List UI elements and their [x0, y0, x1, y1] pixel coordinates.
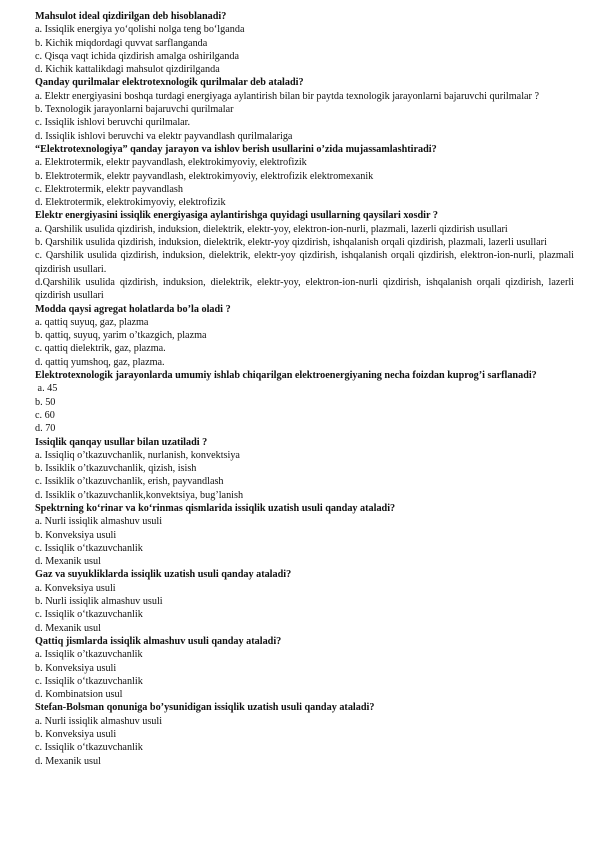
answer-option: a. Qarshilik usulida qizdirish, induksion, dielektrik, elektr-yoy, elektron-ion-nurli, plazmali, lazerli qizdirish usullari — [35, 223, 508, 235]
answer-option: a. Nurli issiqlik almashuv usuli — [35, 516, 163, 528]
answer-option: b. Nurli issiqlik almashuv usuli — [35, 596, 163, 608]
question-title: Modda qaysi agregat holatlarda bo’la oladi ? — [35, 303, 231, 315]
answer-option: a. Elektr energiyasini boshqa turdagi energiyaga aylantirish bilan bir paytda texnologik jarayonlarni bajaruvchi qurilmalar ? — [35, 90, 540, 102]
answer-option: c. Issiqlik o‘tkazuvchanlik — [35, 675, 143, 687]
answer-option: c. Elektrotermik, elektr payvandlash — [35, 183, 183, 195]
question-title: Qanday qurilmalar elektrotexnologik qurilmalar deb ataladi? — [35, 77, 304, 89]
answer-option: c. Issiqlik o‘tkazuvchanlik — [35, 609, 143, 621]
answer-option: d. Elektrotermik, elektrokimyoviy, elektrofizik — [35, 197, 226, 209]
answer-option: c. Issiqlik ishlovi beruvchi qurilmalar. — [35, 117, 191, 129]
question-title: Mahsulot ideal qizdirilgan deb hisoblanadi? — [35, 11, 227, 22]
answer-option: a. Nurli issiqlik almashuv usuli — [35, 715, 163, 727]
answer-option: b. 50 — [35, 396, 56, 408]
answer-option: b. Konveksiya usuli — [35, 529, 117, 541]
question-title: Stefan-Bolsman qonuniga bo’ysunidigan issiqlik uzatish usuli qanday ataladi? — [35, 702, 375, 714]
answer-option: d. Kombinatsion usul — [35, 689, 123, 701]
answer-option: d.Qarshilik usulida qizdirish, induksion, dielektrik, elektr-yoy, elektron-ion-nurli qizdirish, ishqalanish orqali qizdirish, lazerli qizdirish usullari — [35, 276, 574, 302]
answer-option: c. Qarshilik usulida qizdirish, induksion, dielektrik, elektr-yoy qizdirish, ishqalanish orqali qizdirish, elektron-ion-nurli, plazmali qizdirish usullari. — [35, 250, 574, 275]
question-title: Spektrning ko‘rinar va ko‘rinmas qismlarida issiqlik uzatish usuli qanday ataladi? — [35, 502, 396, 514]
answer-option: b. Kichik miqdordagi quvvat sarflanganda — [35, 37, 208, 49]
question-title: “Elektrotexnologiya” qanday jarayon va ishlov berish usullarini o’zida mujassamlashtiradi? — [35, 143, 437, 155]
question-title: Issiqlik qanqay usullar bilan uzatiladi ? — [35, 436, 208, 448]
answer-option: a. Issiqliq o’tkazuvchanlik, nurlanish, konvektsiya — [35, 449, 240, 461]
answer-option: d. 70 — [35, 423, 56, 435]
answer-option: b. Texnologik jarayonlarni bajaruvchi qurilmalar — [35, 104, 234, 116]
answer-option: c. Issiqlik o‘tkazuvchanlik — [35, 742, 143, 754]
answer-option: c. qattiq dielektrik, gaz, plazma. — [35, 343, 166, 355]
answer-option: a. Konveksiya usuli — [35, 582, 116, 594]
question-title: Gaz va suyukliklarda issiqlik uzatish usuli qanday ataladi? — [35, 569, 292, 581]
question-title: Elektrotexnologik jarayonlarda umumiy ishlab chiqarilgan elektroenergiyaning necha foizdan kuprog’i sarflanadi? — [35, 370, 537, 382]
answer-option: a. Elektrotermik, elektr payvandlash, elektrokimyoviy, elektrofizik — [35, 157, 307, 169]
question-title: Elektr energiyasini issiqlik energiyasiga aylantirishga quyidagi usullarning qaysilari xosdir ? — [35, 210, 438, 222]
answer-option: b. Konveksiya usuli — [35, 729, 117, 741]
answer-option: a. qattiq suyuq, gaz, plazma — [35, 316, 149, 328]
answer-option: a. Issiqlik energiya yo‘qolishi nolga teng bo‘lganda — [35, 24, 245, 36]
answer-option: a. Issiqlik o’tkazuvchanlik — [35, 649, 143, 661]
answer-option: c. Qisqa vaqt ichida qizdirish amalga oshirilganda — [35, 50, 239, 62]
answer-option: b. Elektrotermik, elektr payvandlash, elektrokimyoviy, elektrofizik elektromexanik — [35, 170, 374, 182]
answer-option: d. Issiqlik ishlovi beruvchi va elektr payvandlash qurilmalariga — [35, 130, 293, 142]
answer-option: c. Issiqlik o‘tkazuvchanlik — [35, 542, 143, 554]
answer-option: d. Mexanik usul — [35, 556, 101, 568]
answer-option: b. qattiq, suyuq, yarim o’tkazgich, plazma — [35, 330, 207, 342]
answer-option: b. Konveksiya usuli — [35, 662, 117, 674]
answer-option: c. Issiklik o’tkazuvchanlik, erish, payvandlash — [35, 476, 224, 488]
answer-option: b. Issiklik o’tkazuvchanlik, qizish, isish — [35, 463, 197, 475]
answer-option: d. Issiklik o’tkazuvchanlik,konvektsiya, bug’lanish — [35, 489, 244, 501]
answer-option: b. Qarshilik usulida qizdirish, induksion, dielektrik, elektr-yoy qizdirish, ishqalanish orqali qizdirish, plazmali, lazerli usullari — [35, 237, 547, 249]
answer-option: d. Kichik kattalikdagi mahsulot qizdirilganda — [35, 64, 220, 76]
answer-option: d. Mexanik usul — [35, 755, 101, 767]
question-title: Qattiq jismlarda issiqlik almashuv usuli qanday ataladi? — [35, 635, 282, 647]
answer-option: d. qattiq yumshoq, gaz, plazma. — [35, 356, 165, 368]
answer-option: c. 60 — [35, 409, 55, 421]
answer-option: d. Mexanik usul — [35, 622, 101, 634]
answer-option: a. 45 — [35, 383, 58, 395]
